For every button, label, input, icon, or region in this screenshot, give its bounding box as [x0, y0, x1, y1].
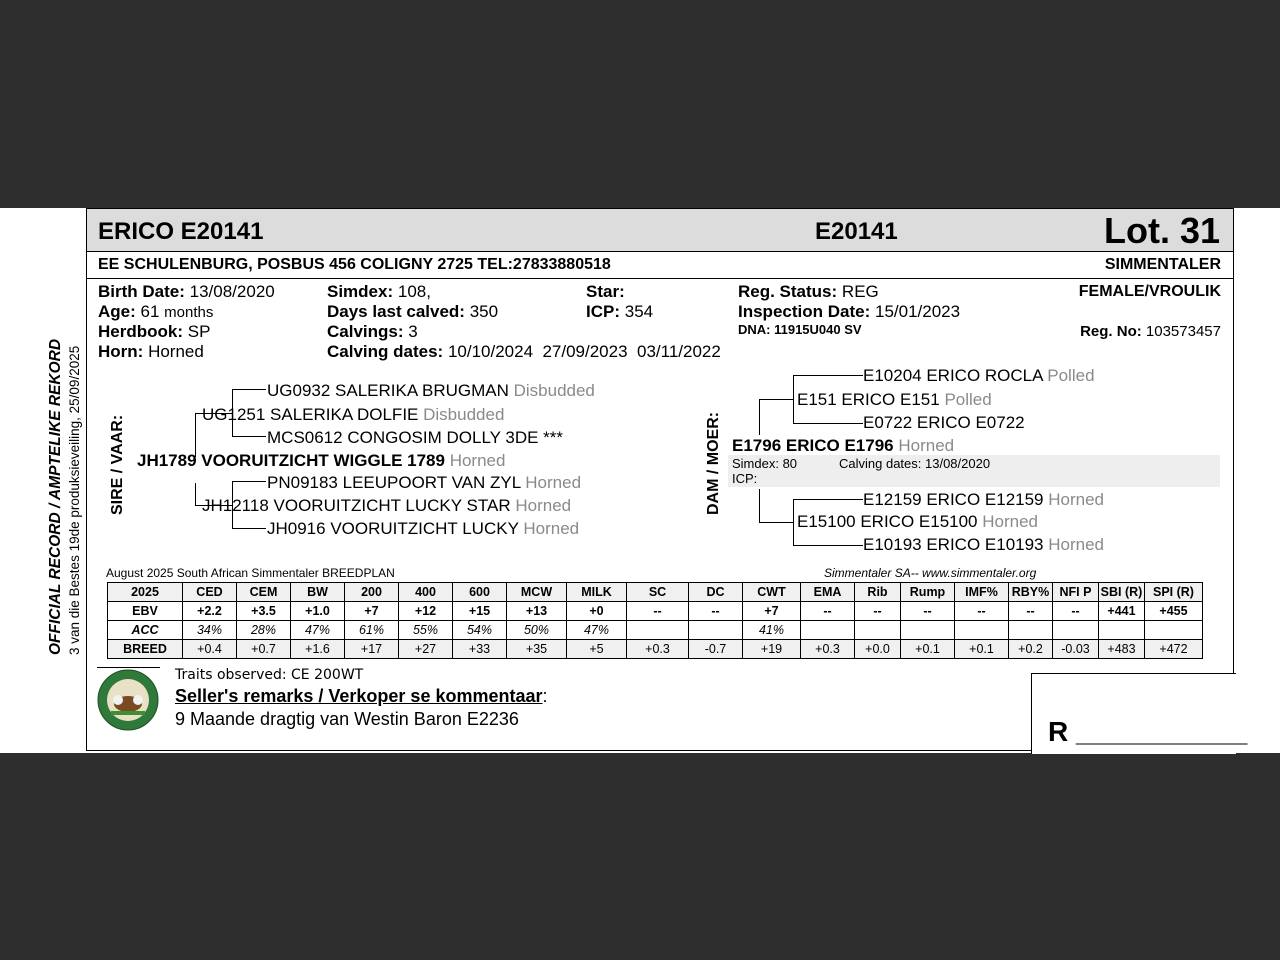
acc-cell	[801, 621, 855, 640]
sire-dam-sire: PN09183 LEEUPOORT VAN ZYL Horned	[267, 473, 582, 492]
ebv-header-cell: NFI P	[1053, 583, 1099, 602]
ebv-header-cell: 400	[399, 583, 453, 602]
acc-cell: 61%	[345, 621, 399, 640]
ebv-cell: +15	[453, 602, 507, 621]
acc-cell	[689, 621, 743, 640]
traits-observed: Traits observed: CE 200WT	[175, 667, 364, 683]
ebv-header-cell: CWT	[743, 583, 801, 602]
dam-icp: ICP:	[732, 471, 758, 486]
breed-cell: +5	[567, 640, 627, 659]
lot-number: Lot. 31	[1104, 210, 1221, 251]
sire-dam: JH12118 VOORUITZICHT LUCKY STAR Horned	[202, 496, 572, 515]
sex: FEMALE/VROULIK	[1078, 283, 1221, 300]
breed-cell: +0.4	[183, 640, 237, 659]
birth-date: Birth Date: 13/08/2020	[98, 282, 275, 301]
horn-status: Horn: Horned	[98, 342, 204, 361]
breed-cell: +35	[507, 640, 567, 659]
ebv-cell: +455	[1145, 602, 1203, 621]
title-bar	[87, 209, 1233, 252]
ebv-header-cell: 200	[345, 583, 399, 602]
acc-cell: 47%	[567, 621, 627, 640]
acc-cell: 50%	[507, 621, 567, 640]
ebv-cell: --	[855, 602, 901, 621]
seller-remarks: 9 Maande dragtig van Westin Baron E2236	[175, 709, 519, 729]
acc-cell: 41%	[743, 621, 801, 640]
acc-cell	[901, 621, 955, 640]
animal-id: E20141	[815, 218, 898, 245]
acc-cell	[955, 621, 1009, 640]
acc-cell: 55%	[399, 621, 453, 640]
acc-cell: 34%	[183, 621, 237, 640]
ebv-cell: --	[901, 602, 955, 621]
star: Star:	[586, 282, 625, 301]
ebv-table	[107, 582, 1203, 659]
ebv-cell: --	[689, 602, 743, 621]
age: Age: 61 months	[98, 302, 214, 321]
dam: E1796 ERICO E1796 Horned	[732, 436, 955, 455]
ebv-header-cell: CED	[183, 583, 237, 602]
breed-cell: +33	[453, 640, 507, 659]
breed-cell: +1.6	[291, 640, 345, 659]
ebv-header-cell: DC	[689, 583, 743, 602]
breed-cell: +0.0	[855, 640, 901, 659]
dam-sire-dam: E0722 ERICO E0722	[863, 413, 1025, 432]
acc-cell	[855, 621, 901, 640]
price-label: R ___________	[1048, 716, 1248, 747]
ebv-cell: +441	[1099, 602, 1145, 621]
sire: JH1789 VOORUITZICHT WIGGLE 1789 Horned	[137, 451, 506, 470]
breed-cell: +0.2	[1009, 640, 1053, 659]
breed-cell: +0.1	[955, 640, 1009, 659]
ebv-cell: EBV	[108, 602, 183, 621]
ebv-header-cell: MCW	[507, 583, 567, 602]
breed-name: SIMMENTALER	[1104, 256, 1221, 273]
ebv-header-cell: BW	[291, 583, 345, 602]
ebv-header-cell: 2025	[108, 583, 183, 602]
breed-cell: +19	[743, 640, 801, 659]
inspection-date: Inspection Date: 15/01/2023	[738, 302, 961, 321]
acc-cell	[1145, 621, 1203, 640]
ebv-header-cell: 600	[453, 583, 507, 602]
animal-card	[86, 208, 1248, 751]
acc-cell	[1099, 621, 1145, 640]
days-last-calved: Days last calved: 350	[327, 302, 499, 321]
herdbook: Herdbook: SP	[98, 322, 211, 341]
sale-name-label: 3 van die Bestes 19de produksieveiling, 25/09/2025	[67, 345, 82, 655]
calving-dates: Calving dates: 10/10/2024 27/09/2023 03/11/2022	[327, 342, 721, 361]
ebv-cell: +7	[345, 602, 399, 621]
simdex: Simdex: 108,	[327, 282, 431, 301]
reg-number: Reg. No: 103573457	[1080, 323, 1221, 340]
acc-row	[108, 621, 1203, 640]
dam-dam: E15100 ERICO E15100 Horned	[797, 512, 1039, 531]
animal-name: ERICO E20141	[98, 218, 264, 245]
ebv-cell: --	[801, 602, 855, 621]
breed-cell: -0.03	[1053, 640, 1099, 659]
ebv-cell: --	[627, 602, 689, 621]
breed-cell: +0.3	[801, 640, 855, 659]
ebv-cell: +12	[399, 602, 453, 621]
ebv-header-cell: MILK	[567, 583, 627, 602]
ebv-header-cell: IMF%	[955, 583, 1009, 602]
dam-calving-dates: Calving dates: 13/08/2020	[839, 456, 991, 471]
breed-cell: +472	[1145, 640, 1203, 659]
breed-cell: -0.7	[689, 640, 743, 659]
ebv-cell: +7	[743, 602, 801, 621]
breed-cell: +0.1	[901, 640, 955, 659]
ebv-header-cell: SC	[627, 583, 689, 602]
dam-label: DAM / MOER:	[705, 411, 722, 515]
ebv-cell: +3.5	[237, 602, 291, 621]
ebv-cell: +13	[507, 602, 567, 621]
ebv-cell: --	[1009, 602, 1053, 621]
acc-cell	[1009, 621, 1053, 640]
sire-sire-dam: MCS0612 CONGOSIM DOLLY 3DE ***	[267, 428, 564, 447]
sire-sire: UG1251 SALERIKA DOLFIE Disbudded	[202, 405, 505, 424]
ebv-header-cell: Rump	[901, 583, 955, 602]
dam-dam-sire: E12159 ERICO E12159 Horned	[863, 490, 1105, 509]
ebv-cell: +0	[567, 602, 627, 621]
breed-cell: +483	[1099, 640, 1145, 659]
breed-row	[108, 640, 1203, 659]
breed-cell: +17	[345, 640, 399, 659]
ebv-row	[108, 602, 1203, 621]
ebv-header-cell: RBY%	[1009, 583, 1053, 602]
sire-label: SIRE / VAAR:	[109, 414, 126, 515]
acc-cell	[627, 621, 689, 640]
dam-sire: E151 ERICO E151 Polled	[797, 390, 992, 409]
ebv-cell: --	[955, 602, 1009, 621]
ebv-header-cell: Rib	[855, 583, 901, 602]
ebv-header-cell: CEM	[237, 583, 291, 602]
breed-cell: +0.3	[627, 640, 689, 659]
ebv-cell: --	[1053, 602, 1099, 621]
ebv-cell: +1.0	[291, 602, 345, 621]
ebv-header-cell: EMA	[801, 583, 855, 602]
breed-cell: +27	[399, 640, 453, 659]
icp: ICP: 354	[586, 302, 654, 321]
acc-cell: ACC	[108, 621, 183, 640]
sire-dam-dam: JH0916 VOORUITZICHT LUCKY Horned	[267, 519, 580, 538]
breedplan-title: August 2025 South African Simmentaler BREEDPLAN	[106, 566, 395, 580]
seller-remarks-heading: Seller's remarks / Verkoper se kommentaar:	[175, 686, 548, 706]
acc-cell: 54%	[453, 621, 507, 640]
breed-cell: BREED	[108, 640, 183, 659]
dam-dam-dam: E10193 ERICO E10193 Horned	[863, 535, 1105, 554]
breeder-address: EE SCHULENBURG, POSBUS 456 COLIGNY 2725 TEL:27833880518	[98, 256, 611, 273]
acc-cell	[1053, 621, 1099, 640]
ebv-cell: +2.2	[183, 602, 237, 621]
acc-cell: 47%	[291, 621, 345, 640]
ebv-header-cell: SBI (R)	[1099, 583, 1145, 602]
ebv-header-row	[108, 583, 1203, 602]
dam-simdex: Simdex: 80	[732, 456, 798, 471]
reg-status: Reg. Status: REG	[738, 282, 879, 301]
breeder-bar	[87, 252, 1233, 279]
sire-sire-sire: UG0932 SALERIKA BRUGMAN Disbudded	[267, 381, 595, 400]
breed-cell: +0.7	[237, 640, 291, 659]
breedplan-site: Simmentaler SA-- www.simmentaler.org	[824, 566, 1037, 580]
price-box[interactable]	[1031, 673, 1248, 754]
ebv-header-cell: SPI (R)	[1145, 583, 1203, 602]
acc-cell: 28%	[237, 621, 291, 640]
sale-sheet	[0, 208, 1280, 753]
dna: DNA: 11915U040 SV	[738, 322, 862, 337]
dam-sire-sire: E10204 ERICO ROCLA Polled	[863, 366, 1095, 385]
simmentaler-logo	[97, 669, 159, 731]
calvings: Calvings: 3	[327, 322, 418, 341]
official-record-label: OFFICIAL RECORD / AMPTELIKE REKORD	[47, 338, 64, 655]
